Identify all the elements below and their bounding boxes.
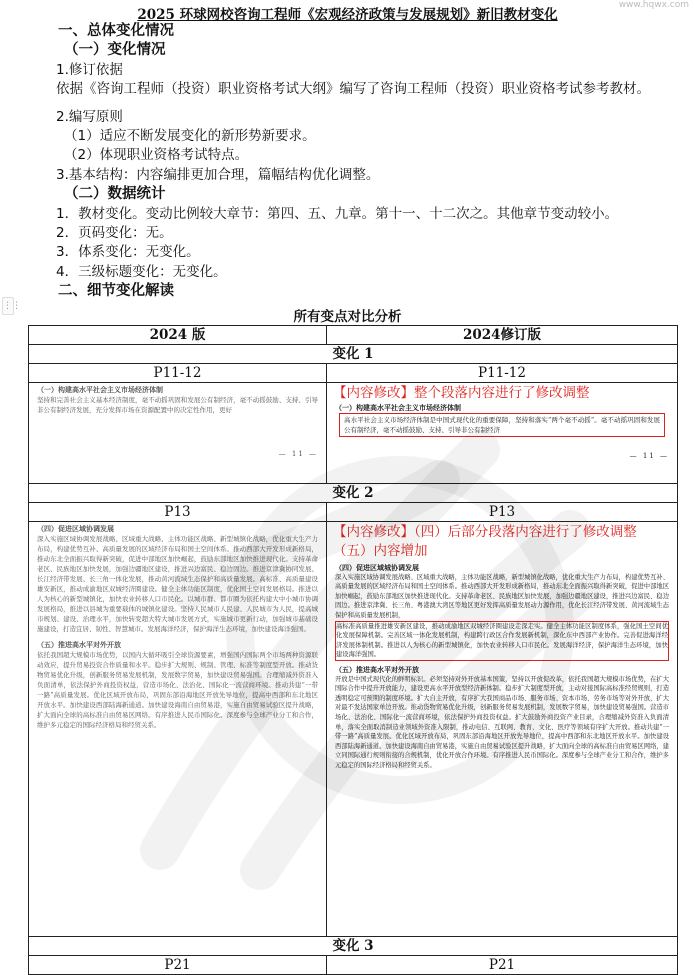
outline <box>34 22 684 302</box>
watermark-url: www.hqwx.com <box>618 0 689 10</box>
page-title: 2025 环球网校咨询工程师《宏观经济政策与发展规划》新旧教材变化 <box>137 7 558 23</box>
highlight-box: 高标准高质量推进雄安新区建设，推动成渝地区双城经济圈建设走深走实。健全主体功能区制度体系，强化国土空间优化发展保障机制。完善区域一体化发展机制，构建跨行政区合作发展新机制，深化东中西部产业协作。完善促进海洋经济发展体制机制。推进以人为核心的新型城镇化，加快农业转移人口市民化。发展海洋经济，保护海洋生态环境，加快建设海洋强国。 <box>335 621 669 661</box>
change-3-page-old: P21 <box>29 956 327 975</box>
change-2-note: 【内容修改】（四）后部分段落内容进行了修改调整 <box>333 524 637 540</box>
table-row <box>29 522 678 937</box>
change-2-page-new: P13 <box>327 503 678 522</box>
table-row <box>29 364 678 383</box>
scan-excerpt: （四）促进区域城协调发展 深入实施区域协调发展战略、区域重大战略，主体功能区战略，新型城镇化战略，优化重大生产力布局，构建优势互补、高质量发展的区域经济布局和国土空间体系。推动西部大开发形成新格局，推动东北全面振兴取得新突破，促进中部地区加快崛起，鼓励东部地区加快推进现代化。支持革命老区、民族地区加快发展，加强边疆地区建设，推进兴边富民、稳边固边。推进京津冀、长三角、粤港澳大湾区等地区更好发挥高质量发展动力源作用，优化长江经济带发展、黄河流域生态保护和高质量发展机制， 高标准高质量推进雄安新区建设，推动成渝地区双城经济圈建设走深走实。健全主体功能区制度体系，强化国土空间优化发展保障机制。完善区域一体化发展机制，构建跨行政区合作发展新机制，深化东中西部产业协作。完善促进海洋经济发展体制机制。推进以人为核心的新型城镇化，加快农业转移人口市民化。发展海洋经济，保护海洋生态环境，加快建设海洋强国。 （五）推进高水平对外开放 开放是中国式现代化的鲜明标识。必须坚持对外开放基本国策，坚持以开放促改革，依托我国超大规模市场优势，在扩大国际合作中提升开放能力，建设更高水平开放型经济新体制。稳步扩大制度型开放，主动对接国际高标准经贸规则，打造透明稳定可预期的制度环境。扩大自主开放，有序扩大我国商品市场、服务市场、资本市场、劳务市场等对外开放，扩大对最不发达国家单边开放。推动货物贸易优化升级，创新服务贸易发展机制，发展数字贸易，加快建设贸易强国。营造市场化、法治化、国际化一流营商环境，依法保护外商投资权益。扩大鼓励外商投资产业目录，合理缩减外资准入负面清单，落实全面取消制造业领域外资准入限制，推动电信、互联网、教育、文化、医疗等领域有序扩大开放。推动共建“一带一路”高质量发展。优化区域开放布局，巩固东部沿海地区开放先导地位，提高中西部和东北地区开放水平。加快建设西部陆海新通道。加快建设海南自由贸易港，实施自由贸易试验区提升战略，扩大面向全球的高标准自由贸易区网络，建立同国际通行规则衔接的合规机制，优化开放合作环境。有序推进人民币国际化。深度参与全球产业分工和合作，维护多元稳定的国际经济格局和经贸关系。 <box>335 563 669 769</box>
revision-basis-text: 依据《咨询工程师（投资）职业资格考试大纲》编写了咨询工程师（投资）职业资格考试参考教材。 <box>56 81 650 98</box>
scan-excerpt: （四）促进区域协调发展 深入实施区域协调发展战略、区域重大战略、主体功能区战略、新型城镇化战略，优化重大生产力布局，构建优势互补、高质量发展的区域经济布局和国土空间体系。推动西部大开发形成新格局，推动东北全面振兴取得新突破，促进中部地区加快崛起，鼓励东部地区加快推进现代化。支持革命老区、民族地区加快发展，加强边疆地区建设，推进兴边富民、稳边固边。推进京津冀协同发展、长江经济带发展、长三角一体化发展，推动黄河流域生态保护和高质量发展。高标准、高质量建设雄安新区，推动成渝地区双城经济圈建设。健全主体功能区制度，优化国土空间发展格局。推进以人为核心的新型城镇化，加快农业转移人口市民化。以城市群、都市圈为依托构建大中小城市协调发展格局，推进以县城为重要载体的城镇化建设。坚持人民城市人民建、人民城市为人民，提高城市规划、建设、治理水平，加快转变超大特大城市发展方式，实施城市更新行动，加强城市基础设施建设，打造宜居、韧性、智慧城市。发展海洋经济，保护海洋生态环境，加快建设海洋强国。 （五）推进高水平对外开放 依托我国超大规模市场优势，以国内大循环吸引全球资源要素，增强国内国际两个市场两种资源联动效应，提升贸易投资合作质量和水平。稳步扩大规则、规制、管理、标准等制度型开放。推动货物贸易优化升级，创新服务贸易发展机制，发展数字贸易，加快建设贸易强国。合理缩减外资准入负面清单，依法保护外商投资权益，营造市场化、法治化、国际化一流营商环境。推动共建“一带一路”高质量发展。优化区域开放布局，巩固东部沿海地区开放先导地位，提高中西部和东北地区开放水平。加快建设西部陆海新通道。加快建设海南自由贸易港，实施自由贸易试验区提升战略，扩大面向全球的高标准自由贸易区网络。有序推进人民币国际化。深度参与全球产业分工和合作，维护多元稳定的国际经济格局和经贸关系。 <box>37 524 318 729</box>
scan-excerpt: （一）构建高水平社会主义市场经济体制 坚持和完善社会主义基本经济制度，毫不动摇巩固和发展公有制经济，毫不动摇鼓励、支持、引导非公有制经济发展，充分发挥市场在资源配置中的决定性作用，更好 — 11 — <box>37 385 318 458</box>
change-3-page-new: P21 <box>327 956 678 975</box>
change-2-new-content <box>327 522 678 937</box>
change-2-note-2: （五）内容增加 <box>333 543 428 559</box>
change-2-old-content <box>29 522 327 937</box>
stat-heading-change: 4．三级标题变化：无变化。 <box>56 263 227 280</box>
table-row <box>29 345 678 364</box>
item-writing-principles: 2.编写原则 <box>56 108 123 125</box>
table-header-row <box>29 326 678 345</box>
change-1-new-content <box>327 383 678 484</box>
table-caption: 所有变点对比分析 <box>293 309 402 325</box>
table-row <box>29 503 678 522</box>
stat-page-change: 2．页码变化：无。 <box>56 225 173 242</box>
col-header-new: 2024修订版 <box>327 326 678 345</box>
stat-textbook-change: 1．教材变化。变动比例较大章节：第四、五、九章。第十一、十二次之。其他章节变动较小。 <box>56 205 619 222</box>
heading-detail: 二、细节变化解读 <box>58 283 174 300</box>
heading-overall: 一、总体变化情况 <box>58 23 174 39</box>
change-1-note: 【内容修改】整个段落内容进行了修改调整 <box>333 385 590 401</box>
change-1-page-old: P11-12 <box>29 364 327 383</box>
highlight-box: 高水平社会主义市场经济体制是中国式现代化的重要保障，坚持和落实“两个毫不动摇”。毫不动摇巩固和发展公有制经济，毫不动摇鼓励、支持、引导非公有制经济 <box>339 413 665 437</box>
change-2-label: 变化 2 <box>29 484 678 503</box>
comparison-table <box>28 325 678 975</box>
scan-excerpt: （一）构建高水平社会主义市场经济体制 高水平社会主义市场经济体制是中国式现代化的重要保障，坚持和落实“两个毫不动摇”。毫不动摇巩固和发展公有制经济，毫不动摇鼓励、支持、引导非公有制经济 — 11 — <box>335 403 669 460</box>
principle-1: （1）适应不断发展变化的新形势新要求。 <box>64 128 316 145</box>
heading-data-stats: （二）数据统计 <box>64 186 166 203</box>
table-row <box>29 937 678 956</box>
item-basic-structure: 3.基本结构：内容编排更加合理，篇幅结构优化调整。 <box>56 166 380 183</box>
table-row <box>29 956 678 975</box>
stat-system-change: 3．体系变化：无变化。 <box>56 244 200 261</box>
drag-handle-icon[interactable]: ⋮⋮ <box>2 297 14 315</box>
change-1-label: 变化 1 <box>29 345 678 364</box>
table-row <box>29 383 678 484</box>
change-3-label: 变化 3 <box>29 937 678 956</box>
change-1-old-content <box>29 383 327 484</box>
heading-change-situation: （一）变化情况 <box>64 42 166 59</box>
change-1-page-new: P11-12 <box>327 364 678 383</box>
table-row <box>29 484 678 503</box>
item-revision-basis: 1.修订依据 <box>56 61 123 78</box>
col-header-old: 2024 版 <box>29 326 327 345</box>
principle-2: （2）体现职业资格考试特点。 <box>64 147 249 164</box>
change-2-page-old: P13 <box>29 503 327 522</box>
